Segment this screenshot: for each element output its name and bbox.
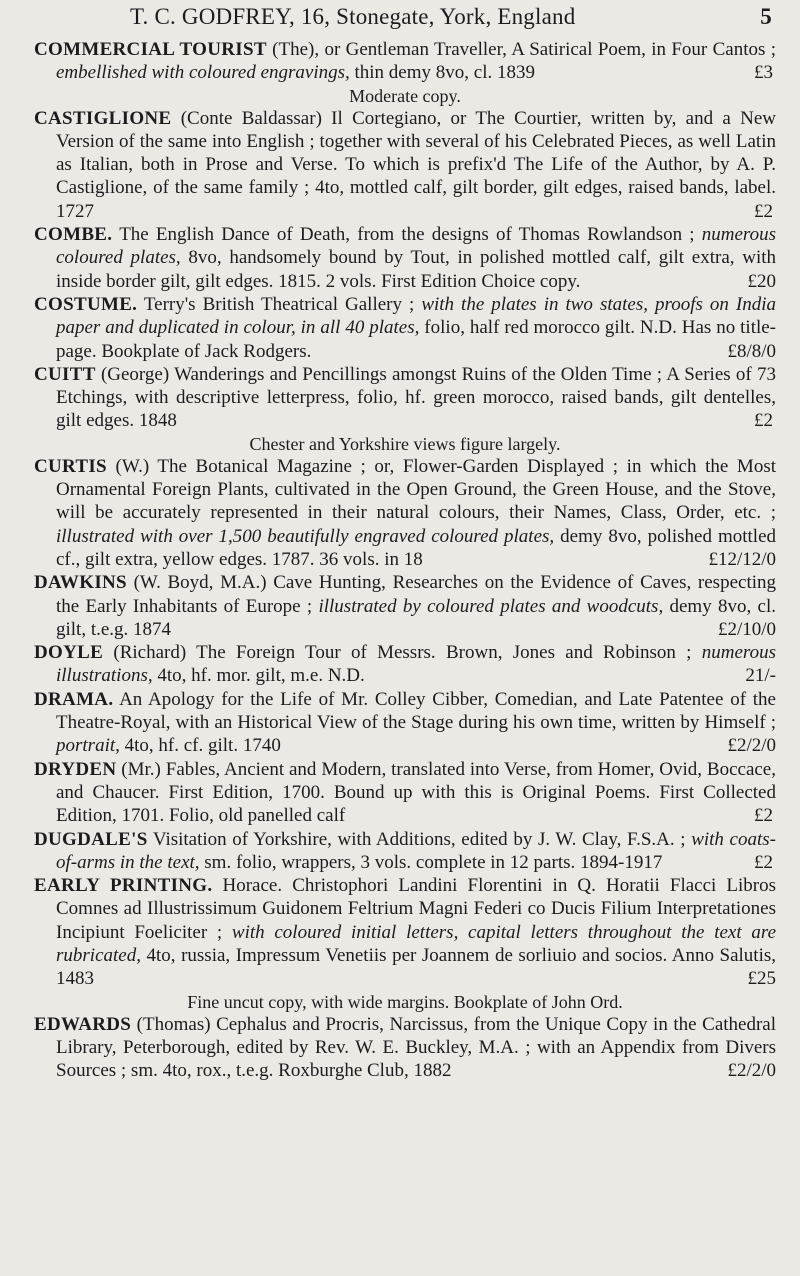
entry-text-continued: 4to, hf. mor. gilt, m.e. N.D. (152, 665, 365, 687)
catalogue-entry: DRYDEN (Mr.) Fables, Ancient and Modern, translated into Verse, from Homer, Ovid, Boccace, and Chaucer. First Edition, 1700. Bound up with this is Original Poems. First Collected Edition, 1701. Folio, old panelled calf £2 (34, 758, 776, 827)
entry-heading: DOYLE (34, 642, 104, 664)
entry-text: The English Dance of Death, from the designs of Thomas Rowlandson ; (112, 224, 702, 246)
page-header (34, 0, 776, 38)
catalogue-entry (34, 223, 776, 293)
entry-note: Fine uncut copy, with wide margins. Bookplate of John Ord. (187, 991, 623, 1012)
entry-italic-text: illustrated by coloured plates and woodcuts, (318, 595, 664, 617)
entry-italic-text: numerous coloured plates, (56, 224, 776, 269)
entry-text-continued: demy 8vo, polished mottled cf., gilt extra, yellow edges. 1787. 36 vols. in 18 (56, 525, 776, 570)
catalogue-entry (34, 455, 776, 571)
entry-italic-text: with coloured initial letters, capital letters throughout the text are rubricated, (56, 921, 777, 966)
entry-note: Chester and Yorkshire views figure largely. (249, 433, 561, 454)
entry-heading: EARLY PRINTING. (34, 875, 213, 897)
entry-text: (The), or Gentleman Traveller, A Satirical Poem, in Four Cantos ; (266, 39, 776, 60)
entry-heading: DUGDALE'S (34, 828, 148, 850)
entry-heading: COMMERCIAL TOURIST (34, 39, 267, 60)
entry-heading: CURTIS (34, 455, 107, 477)
catalogue-entry: COMMERCIAL TOURIST (The), or Gentleman Traveller, A Satirical Poem, in Four Cantos ; embellished with coloured engravings, thin demy 8vo, cl. 1839 £3 (34, 39, 776, 84)
catalogue-entry (34, 1013, 776, 1083)
entry-italic-text: illustrated with over 1,500 beautifully engraved coloured plates, (56, 525, 555, 547)
entry-text-continued: 8vo, handsomely bound by Tout, in polished mottled calf, gilt extra, with inside border gilt, gilt edges. 1815. 2 vols. First Edition Choice copy. (56, 247, 777, 292)
entry-text: (Richard) The Foreign Tour of Messrs. Brown, Jones and Robinson ; (103, 642, 702, 664)
header-text: T. C. GODFREY, 16, Stonegate, York, England (130, 4, 576, 29)
entry-heading: COSTUME. (34, 293, 138, 315)
entry-price: £2/10/0 (717, 618, 776, 640)
entry-text: (George) Wanderings and Pencillings amongst Ruins of the Olden Time ; A Series of 73 Etchings, with descriptive letterpress, folio, hf. green morocco, raised bands, gilt dentelles, gilt edges. 1848 (56, 363, 776, 432)
entry-text: Terry's British Theatrical Gallery ; (137, 293, 422, 315)
entry-text-continued: 4to, russia, Impressum Venetiis per Joannem de sorliuio and socios. Anno Salutis, 1483 (56, 944, 776, 990)
page-number: 5 (760, 4, 772, 29)
entry-price: 21/- (745, 665, 776, 687)
entry-heading: DRYDEN (34, 758, 117, 780)
entry-italic-text: with coats-of-arms in the text, (56, 828, 776, 873)
entry-heading: DRAMA. (34, 688, 114, 710)
entry-text: (Conte Baldassar) Il Cortegiano, or The Courtier, written by, and a New Version of the same into English ; together with several of his Celebrated Pieces, as well Latin as Italian, both in Prose and Verse. To which is prefix'd The Life of the Author, by A. P. Castiglione, of the same family ; 4to, mottled calf, gilt border, gilt edges, raised bands, label. 1727 (56, 107, 776, 222)
entry-heading: CASTIGLIONE (34, 107, 172, 129)
entry-heading: CUITT (34, 363, 96, 385)
catalogue-entry: DUGDALE'S Visitation of Yorkshire, with Additions, edited by J. W. Clay, F.S.A. ; with coats-of-arms in the text, sm. folio, wrappers, 3 vols. complete in 12 parts. 1894-1917 £2 (34, 828, 776, 873)
entry-italic-text: numerous illustrations, (56, 642, 776, 687)
catalogue-entry (34, 874, 776, 990)
entry-heading: DAWKINS (34, 572, 127, 594)
catalogue-entry: CUITT (George) Wanderings and Pencillings amongst Ruins of the Olden Time ; A Series of 73 Etchings, with descriptive letterpress, folio, hf. green morocco, raised bands, gilt dentelles, gilt edges. 1848 £2 (34, 363, 776, 432)
entry-price: £2/2/0 (727, 1060, 776, 1082)
entry-text: (Mr.) Fables, Ancient and Modern, translated into Verse, from Homer, Ovid, Boccace, and Chaucer. First Edition, 1700. Bound up with this is Original Poems. First Collected Edition, 1701. Folio, old panelled calf (56, 758, 776, 827)
entry-text-continued: thin demy 8vo, cl. 1839 (349, 62, 535, 84)
catalogue-entry (34, 571, 776, 641)
catalogue-entry (34, 641, 776, 688)
catalogue-entry (34, 293, 776, 363)
entry-list (34, 38, 776, 1082)
entry-text: (W. Boyd, M.A.) Cave Hunting, Researches on the Evidence of Caves, respecting the Early Inhabitants of Europe ; (56, 572, 776, 617)
entry-text-continued: sm. folio, wrappers, 3 vols. complete in 12 parts. 1894-1917 (199, 851, 663, 873)
entry-text: An Apology for the Life of Mr. Colley Cibber, Comedian, and Late Patentee of the Theatre-Royal, with an Historical View of the Stage during his own time, written by Himself ; (56, 688, 776, 734)
entry-text: Visitation of Yorkshire, with Additions, edited by J. W. Clay, F.S.A. ; (147, 828, 692, 850)
entry-price: £8/8/0 (727, 340, 776, 362)
entry-text: Horace. Christophori Landini Florentini in Q. Horatii Flacci Libros Comnes ad Illustrissimum Guidonem Feltrium Magni Federi co Ducis Filium Interpretationes Incipiunt Foeliciter ; (56, 875, 777, 943)
entry-note: Moderate copy. (349, 85, 461, 106)
entry-price: £2/2/0 (727, 735, 776, 757)
entry-heading: EDWARDS (34, 1013, 132, 1035)
entry-text: (W.) The Botanical Magazine ; or, Flower-Garden Displayed ; in which the Most Ornamental Foreign Plants, cultivated in the Open Ground, the Green House, and the Stove, will be accurately represented in their natural colours, their Names, Class, Order, etc. ; (56, 455, 776, 524)
entry-italic-text: embellished with coloured engravings, (56, 62, 350, 84)
catalogue-entry: CASTIGLIONE (Conte Baldassar) Il Cortegiano, or The Courtier, written by, and a New Version of the same into English ; together with several of his Celebrated Pieces, as well Latin as Italian, both in Prose and Verse. To which is prefix'd The Life of the Author, by A. P. Castiglione, of the same family ; 4to, mottled calf, gilt border, gilt edges, raised bands, label. 1727 £2 (34, 107, 776, 222)
entry-price: £20 (747, 270, 776, 292)
entry-price: £12/12/0 (708, 548, 776, 570)
entry-text-continued: 4to, hf. cf. gilt. 1740 (119, 735, 281, 757)
entry-price: £25 (747, 968, 776, 990)
entry-text: (Thomas) Cephalus and Procris, Narcissus, from the Unique Copy in the Cathedral Library, Peterborough, edited by Rev. W. E. Buckley, M.A. ; with an Appendix from Divers Sources ; sm. 4to, rox., t.e.g. Roxburghe Club, 1882 (56, 1013, 776, 1082)
entry-text-continued: demy 8vo, cl. gilt, t.e.g. 1874 (56, 595, 776, 640)
catalogue-entry (34, 688, 776, 758)
entry-italic-text: portrait, (56, 735, 120, 757)
entry-text-continued: folio, half red morocco gilt. N.D. Has no title-page. Bookplate of Jack Rodgers. (56, 317, 777, 362)
entry-heading: COMBE. (34, 224, 113, 246)
entry-italic-text: with the plates in two states, proofs on India paper and duplicated in colour, in all 40 plates, (56, 293, 777, 339)
